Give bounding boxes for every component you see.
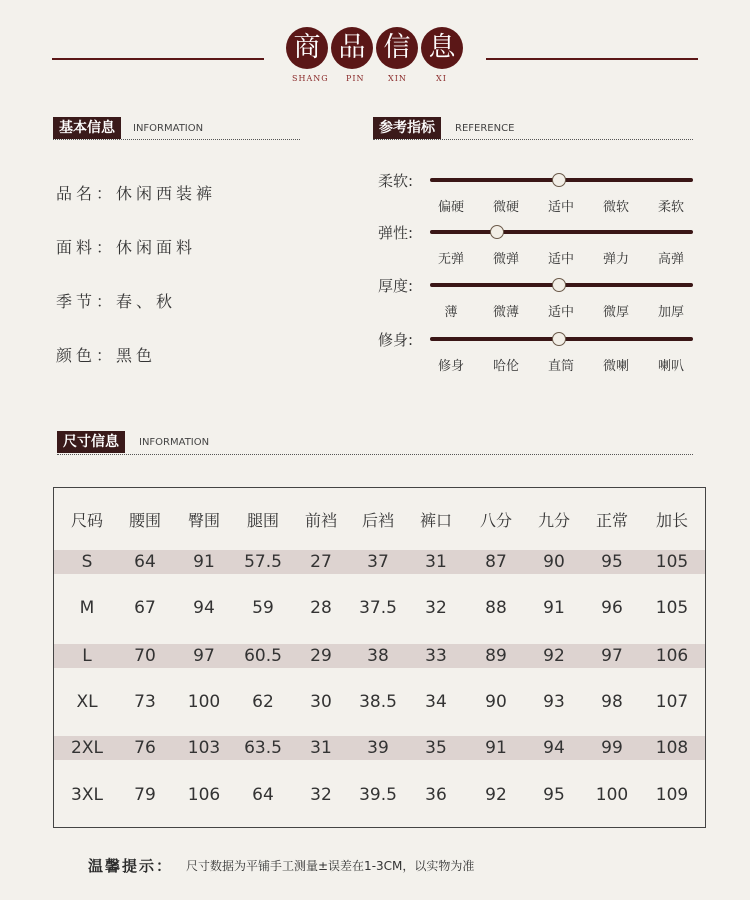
table-cell: 32 bbox=[310, 785, 332, 805]
table-cell: 88 bbox=[485, 598, 507, 618]
table-cell: 27 bbox=[310, 552, 332, 572]
table-cell: 73 bbox=[134, 692, 156, 712]
table-cell: 105 bbox=[655, 552, 689, 572]
table-cell: 92 bbox=[485, 785, 507, 805]
table-cell: 100 bbox=[187, 692, 221, 712]
table-cell: 91 bbox=[193, 552, 215, 572]
column-header: 腰围 bbox=[128, 511, 161, 530]
table-cell: 33 bbox=[425, 646, 447, 666]
metric-option: 偏硬 bbox=[437, 200, 464, 215]
table-cell: 107 bbox=[655, 692, 689, 712]
table-cell: 38.5 bbox=[359, 692, 397, 712]
info-fabric: 面料：休闲面料 bbox=[56, 238, 197, 257]
size-label: 2XL bbox=[71, 738, 103, 758]
table-cell: 87 bbox=[485, 552, 507, 572]
table-cell: 38 bbox=[367, 646, 389, 666]
table-cell: 90 bbox=[485, 692, 507, 712]
table-cell: 92 bbox=[543, 646, 565, 666]
metric-knob bbox=[552, 173, 566, 187]
metric-label: 修身: bbox=[378, 331, 414, 349]
metric-option: 直筒 bbox=[547, 359, 574, 374]
metric-option: 修身 bbox=[437, 359, 464, 374]
table-cell: 28 bbox=[310, 598, 332, 618]
table-cell: 63.5 bbox=[244, 738, 282, 758]
title-char: 信 bbox=[376, 27, 418, 69]
table-cell: 34 bbox=[425, 692, 447, 712]
table-cell: 70 bbox=[134, 646, 156, 666]
header-line-left bbox=[52, 58, 264, 60]
metric-option: 喇叭 bbox=[657, 359, 684, 374]
column-header: 八分 bbox=[479, 511, 512, 530]
metric-option: 微硬 bbox=[492, 200, 519, 215]
metric-option: 无弹 bbox=[437, 252, 464, 267]
tip-text: 尺寸数据为平铺手工测量±误差在1-3CM，以实物为准 bbox=[186, 859, 475, 873]
tip-label: 温馨提示： bbox=[88, 857, 174, 875]
metric-option: 适中 bbox=[547, 305, 574, 320]
table-cell: 90 bbox=[543, 552, 565, 572]
column-header: 九分 bbox=[537, 511, 570, 530]
table-cell: 109 bbox=[655, 785, 689, 805]
table-cell: 108 bbox=[655, 738, 689, 758]
table-cell: 91 bbox=[543, 598, 565, 618]
table-cell: 89 bbox=[485, 646, 507, 666]
table-cell: 105 bbox=[655, 598, 689, 618]
table-cell: 96 bbox=[601, 598, 623, 618]
table-cell: 37 bbox=[367, 552, 389, 572]
table-cell: 79 bbox=[134, 785, 156, 805]
metric-option: 适中 bbox=[547, 200, 574, 215]
basic-info-subtitle: INFORMATION bbox=[133, 123, 204, 134]
table-cell: 94 bbox=[193, 598, 215, 618]
metric-option: 加厚 bbox=[657, 305, 684, 320]
table-cell: 31 bbox=[310, 738, 332, 758]
metric-option: 微弹 bbox=[492, 252, 519, 267]
table-cell: 35 bbox=[425, 738, 447, 758]
table-cell: 60.5 bbox=[244, 646, 282, 666]
table-cell: 29 bbox=[310, 646, 332, 666]
table-cell: 100 bbox=[595, 785, 629, 805]
size-label: L bbox=[82, 646, 92, 666]
table-cell: 67 bbox=[134, 598, 156, 618]
table-cell: 32 bbox=[425, 598, 447, 618]
column-header: 正常 bbox=[595, 511, 628, 530]
metric-knob bbox=[552, 278, 566, 292]
table-cell: 30 bbox=[310, 692, 332, 712]
info-season: 季节：春、秋 bbox=[56, 292, 177, 311]
size-label: S bbox=[81, 552, 93, 572]
table-cell: 64 bbox=[252, 785, 274, 805]
table-cell: 106 bbox=[187, 785, 221, 805]
title-char: 息 bbox=[421, 27, 463, 69]
metric-option: 微软 bbox=[602, 200, 629, 215]
table-cell: 95 bbox=[543, 785, 565, 805]
metric-option: 弹力 bbox=[602, 252, 629, 267]
table-cell: 36 bbox=[425, 785, 447, 805]
table-cell: 93 bbox=[543, 692, 565, 712]
title-char: 商 bbox=[286, 27, 328, 69]
size-label: M bbox=[79, 598, 95, 618]
column-header: 臀围 bbox=[187, 511, 220, 530]
column-header: 裤口 bbox=[419, 511, 452, 530]
pinyin-label: PIN bbox=[346, 74, 365, 83]
column-header: 加长 bbox=[655, 511, 688, 530]
metric-option: 薄 bbox=[444, 305, 458, 320]
size-label: XL bbox=[76, 692, 98, 712]
column-header: 后裆 bbox=[361, 511, 394, 530]
table-cell: 39 bbox=[367, 738, 389, 758]
metric-option: 适中 bbox=[547, 252, 574, 267]
table-cell: 31 bbox=[425, 552, 447, 572]
table-cell: 62 bbox=[252, 692, 274, 712]
pinyin-label: XIN bbox=[388, 74, 407, 83]
info-color: 颜色：黑色 bbox=[56, 346, 157, 365]
metric-option: 微厚 bbox=[602, 305, 629, 320]
size-info-divider bbox=[57, 454, 693, 455]
metric-knob bbox=[490, 225, 504, 239]
table-cell: 99 bbox=[601, 738, 623, 758]
metric-option: 哈伦 bbox=[492, 359, 519, 374]
table-cell: 64 bbox=[134, 552, 156, 572]
reference-subtitle: REFERENCE bbox=[455, 123, 515, 134]
page-title bbox=[286, 27, 464, 69]
table-cell: 97 bbox=[193, 646, 215, 666]
size-info-label: 尺寸信息 bbox=[57, 431, 125, 453]
table-cell: 37.5 bbox=[359, 598, 397, 618]
table-cell: 97 bbox=[601, 646, 623, 666]
table-cell: 39.5 bbox=[359, 785, 397, 805]
table-cell: 106 bbox=[655, 646, 689, 666]
reference-divider bbox=[373, 139, 693, 140]
info-product-name: 品名：休闲西装裤 bbox=[56, 184, 217, 203]
metric-label: 弹性: bbox=[378, 224, 414, 242]
metric-label: 柔软: bbox=[378, 172, 414, 190]
column-header: 腿围 bbox=[246, 511, 279, 530]
header-line-right bbox=[486, 58, 698, 60]
metric-option: 柔软 bbox=[657, 200, 684, 215]
basic-info-divider bbox=[53, 139, 300, 140]
metric-knob bbox=[552, 332, 566, 346]
size-info-subtitle: INFORMATION bbox=[139, 437, 210, 448]
reference-label: 参考指标 bbox=[373, 117, 441, 139]
size-label: 3XL bbox=[71, 785, 103, 805]
table-cell: 95 bbox=[601, 552, 623, 572]
size-table bbox=[53, 487, 706, 828]
metric-option: 高弹 bbox=[657, 252, 684, 267]
table-cell: 103 bbox=[187, 738, 221, 758]
table-cell: 57.5 bbox=[244, 552, 282, 572]
metric-label: 厚度: bbox=[378, 277, 414, 295]
metric-option: 微薄 bbox=[492, 305, 519, 320]
metric-option: 微喇 bbox=[602, 359, 629, 374]
table-cell: 94 bbox=[543, 738, 565, 758]
column-header: 前裆 bbox=[304, 511, 337, 530]
pinyin-label: SHANG bbox=[292, 74, 329, 83]
table-cell: 76 bbox=[134, 738, 156, 758]
metric-track bbox=[430, 230, 693, 234]
table-cell: 91 bbox=[485, 738, 507, 758]
table-cell: 98 bbox=[601, 692, 623, 712]
pinyin-label: XI bbox=[436, 74, 447, 83]
basic-info-label: 基本信息 bbox=[53, 117, 121, 139]
title-char: 品 bbox=[331, 27, 373, 69]
table-cell: 59 bbox=[252, 598, 274, 618]
column-header: 尺码 bbox=[70, 511, 103, 530]
